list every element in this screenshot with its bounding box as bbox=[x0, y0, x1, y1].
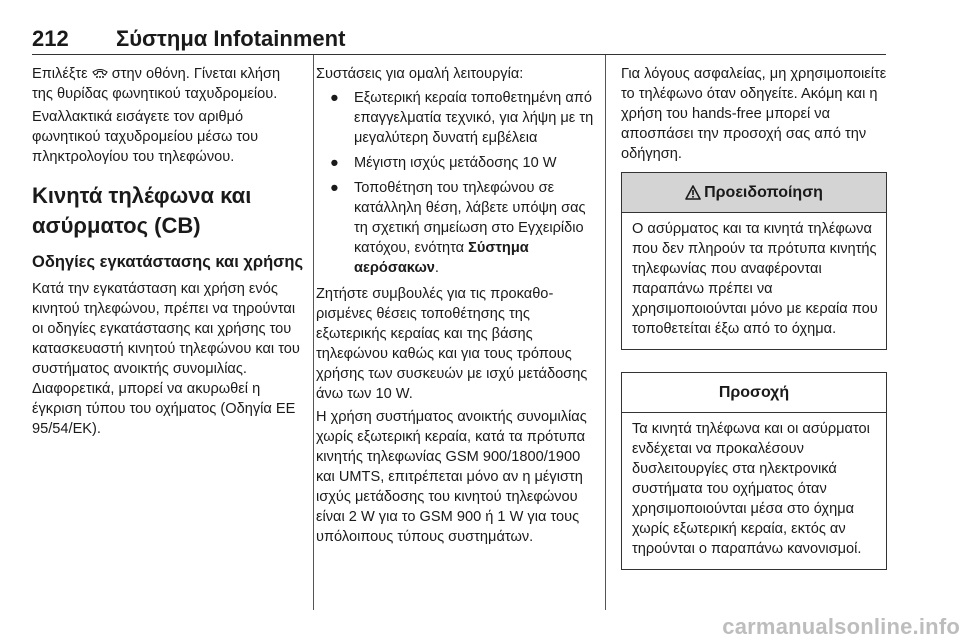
warning-triangle-icon bbox=[685, 183, 701, 203]
column-right bbox=[621, 64, 887, 570]
page-number: 212 bbox=[32, 26, 69, 51]
page-title: Σύστημα Infotainment bbox=[116, 26, 346, 51]
caution-header bbox=[622, 373, 886, 413]
recommendations-intro: Συστάσεις για ομαλή λειτουργία: bbox=[316, 66, 524, 82]
warning-box bbox=[621, 172, 887, 350]
column-divider-right bbox=[605, 55, 606, 610]
column-left bbox=[32, 64, 304, 442]
bullet: ● bbox=[330, 180, 339, 196]
column-middle bbox=[316, 64, 596, 550]
section-heading-mobile-cb: Κινητά τηλέφωνα και ασύρματος (CB) bbox=[32, 183, 252, 238]
caution-box bbox=[621, 372, 887, 570]
list-item: ● Εξωτερική κεραία τοποθετημένη από επαγγελματία τεχνικό, για λήψη με τη μεγαλύτερη δυνατή εμβέλεια bbox=[330, 90, 594, 146]
paragraph-safety: Για λόγους ασφαλείας, μη χρησιμοποιείτε το τηλέφωνο όταν οδηγείτε. Ακόμη και η χρήση του hands-free μπορεί να αποσπάσει την προσοχή σας από την οδήγηση. bbox=[621, 66, 887, 162]
subheading-installation: Οδηγίες εγκατάστασης και χρήσης bbox=[32, 253, 304, 271]
caution-text: Τα κινητά τηλέφωνα και οι ασύρματοι ενδέχεται να προκαλέσουν δυσλειτουργίες στα ηλεκτρονικά συστήματα του οχήματος όταν χρησιμοποιούνται μέσα στο όχημα χωρίς εξωτερική κεραία, εκτός αν τηρούνται ο παραπάνω κανονισμοί. bbox=[632, 421, 870, 557]
paragraph-select-voicemail: Επιλέξτε στην οθόνη. Γίνεται κλήση της θυρίδας φωνητικού ταχυδρομείου. bbox=[32, 66, 281, 102]
bullet: ● bbox=[330, 90, 339, 106]
phone-call-icon bbox=[92, 64, 108, 84]
warning-text: Ο ασύρματος και τα κινητά τηλέφωνα που δεν πληρούν τα πρότυπα κινητής τηλεφωνίας που αναφέρονται παραπάνω πρέπει να χρησιμοποιούνται μόνο με κεραία που τοποθετείται έξω από το όχημα. bbox=[632, 221, 878, 337]
warning-title: Προειδοποίηση bbox=[704, 183, 823, 201]
paragraph-antenna-advice: Ζητήστε συμβουλές για τις προκαθορισμένες θέσεις τοποθέτησης της εξωτερικής κεραίας και της βάσης τηλεφώνου καθώς και για τους τρόπους χρήσης των συσκευών με ισχύ μετάδοσης άνω των 10 W. bbox=[316, 286, 588, 402]
paragraph-installation: Κατά την εγκατάσταση και χρήση ενός κινητού τηλεφώνου, πρέπει να τηρούνται οι οδηγίες εγκατάστασης και χρήσης του κατασκευαστή κινητού τηλεφώνου και του συστήματος ανοικτής συνομιλίας. Διαφορετικά, μπορεί να ακυρωθεί η έγκριση τύπου του οχήματος (Οδηγία ΕΕ 95/54/ΕΚ). bbox=[32, 281, 300, 437]
header-rule bbox=[32, 54, 886, 55]
page-header bbox=[32, 26, 886, 54]
list-item: ● Τοποθέτηση του τηλεφώνου σε κατάλληλη θέση, λάβετε υπόψη σας τη σχετική σημείωση στο Εγχειρίδιο κατόχου, ενότητα Σύστημα αερόσακων. bbox=[330, 180, 586, 276]
warning-header bbox=[622, 173, 886, 213]
airbag-system-reference: Σύστημα αερόσακων bbox=[354, 240, 529, 276]
caution-title: Προσοχή bbox=[718, 383, 790, 401]
watermark: carmanualsonline.info bbox=[722, 614, 960, 639]
recommendations-list bbox=[316, 88, 596, 278]
paragraph-handsfree-rules: Η χρήση συστήματος ανοικτής συνομιλίας χωρίς εξωτερική κεραία, κατά τα πρότυπα κινητής τηλεφωνίας GSM 900/1800/1900 και UMTS, επιτρέπεται μόνο αν η μέγιστη ισχύς μετάδοσης του κινητού τηλεφώνου είναι 2 W για το GSM 900 ή 1 W για τους υπόλοιπους τύπους συστημάτων. bbox=[316, 409, 587, 545]
bullet: ● bbox=[330, 155, 339, 171]
paragraph-voicemail-keypad: Εναλλακτικά εισάγετε τον αριθμό φωνητικού ταχυδρομείου μέσω του πληκτρολογίου του τηλεφώνου. bbox=[32, 109, 259, 165]
list-item: ● Μέγιστη ισχύς μετάδοσης 10 W bbox=[330, 155, 557, 171]
column-divider-left bbox=[313, 55, 314, 610]
